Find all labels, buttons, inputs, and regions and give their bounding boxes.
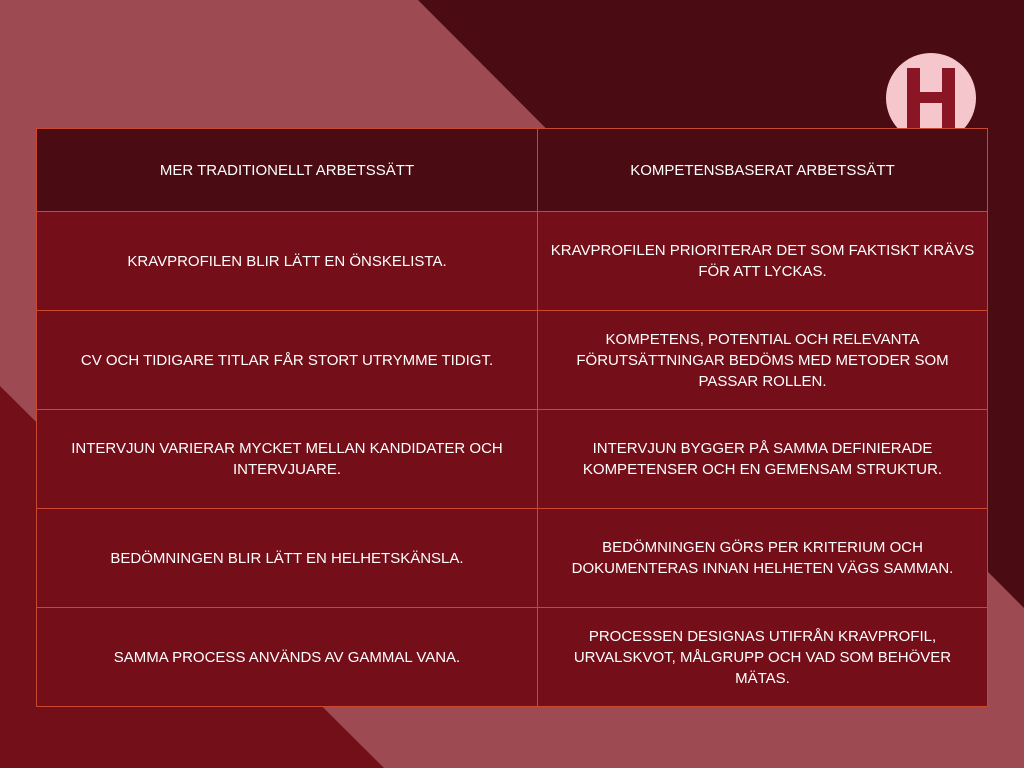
table-row	[37, 212, 988, 311]
table-row	[37, 608, 988, 707]
table-row	[37, 311, 988, 410]
column-header-traditional: MER TRADITIONELLT ARBETSSÄTT	[37, 129, 538, 212]
table-row	[37, 509, 988, 608]
comparison-table	[36, 128, 988, 707]
competency-cell: PROCESSEN DESIGNAS UTIFRÅN KRAVPROFIL, URVALSKVOT, MÅLGRUPP OCH VAD SOM BEHÖVER MÄTAS.	[538, 608, 988, 707]
table-header-row	[37, 129, 988, 212]
competency-cell: KOMPETENS, POTENTIAL OCH RELEVANTA FÖRUTSÄTTNINGAR BEDÖMS MED METODER SOM PASSAR ROLLEN.	[538, 311, 988, 410]
traditional-cell: SAMMA PROCESS ANVÄNDS AV GAMMAL VANA.	[37, 608, 538, 707]
traditional-cell: INTERVJUN VARIERAR MYCKET MELLAN KANDIDATER OCH INTERVJUARE.	[37, 410, 538, 509]
competency-cell: BEDÖMNINGEN GÖRS PER KRITERIUM OCH DOKUMENTERAS INNAN HELHETEN VÄGS SAMMAN.	[538, 509, 988, 608]
competency-cell: KRAVPROFILEN PRIORITERAR DET SOM FAKTISKT KRÄVS FÖR ATT LYCKAS.	[538, 212, 988, 311]
column-header-competency-based: KOMPETENSBASERAT ARBETSSÄTT	[538, 129, 988, 212]
table-row	[37, 410, 988, 509]
competency-cell: INTERVJUN BYGGER PÅ SAMMA DEFINIERADE KOMPETENSER OCH EN GEMENSAM STRUKTUR.	[538, 410, 988, 509]
traditional-cell: BEDÖMNINGEN BLIR LÄTT EN HELHETSKÄNSLA.	[37, 509, 538, 608]
traditional-cell: KRAVPROFILEN BLIR LÄTT EN ÖNSKELISTA.	[37, 212, 538, 311]
traditional-cell: CV OCH TIDIGARE TITLAR FÅR STORT UTRYMME TIDIGT.	[37, 311, 538, 410]
